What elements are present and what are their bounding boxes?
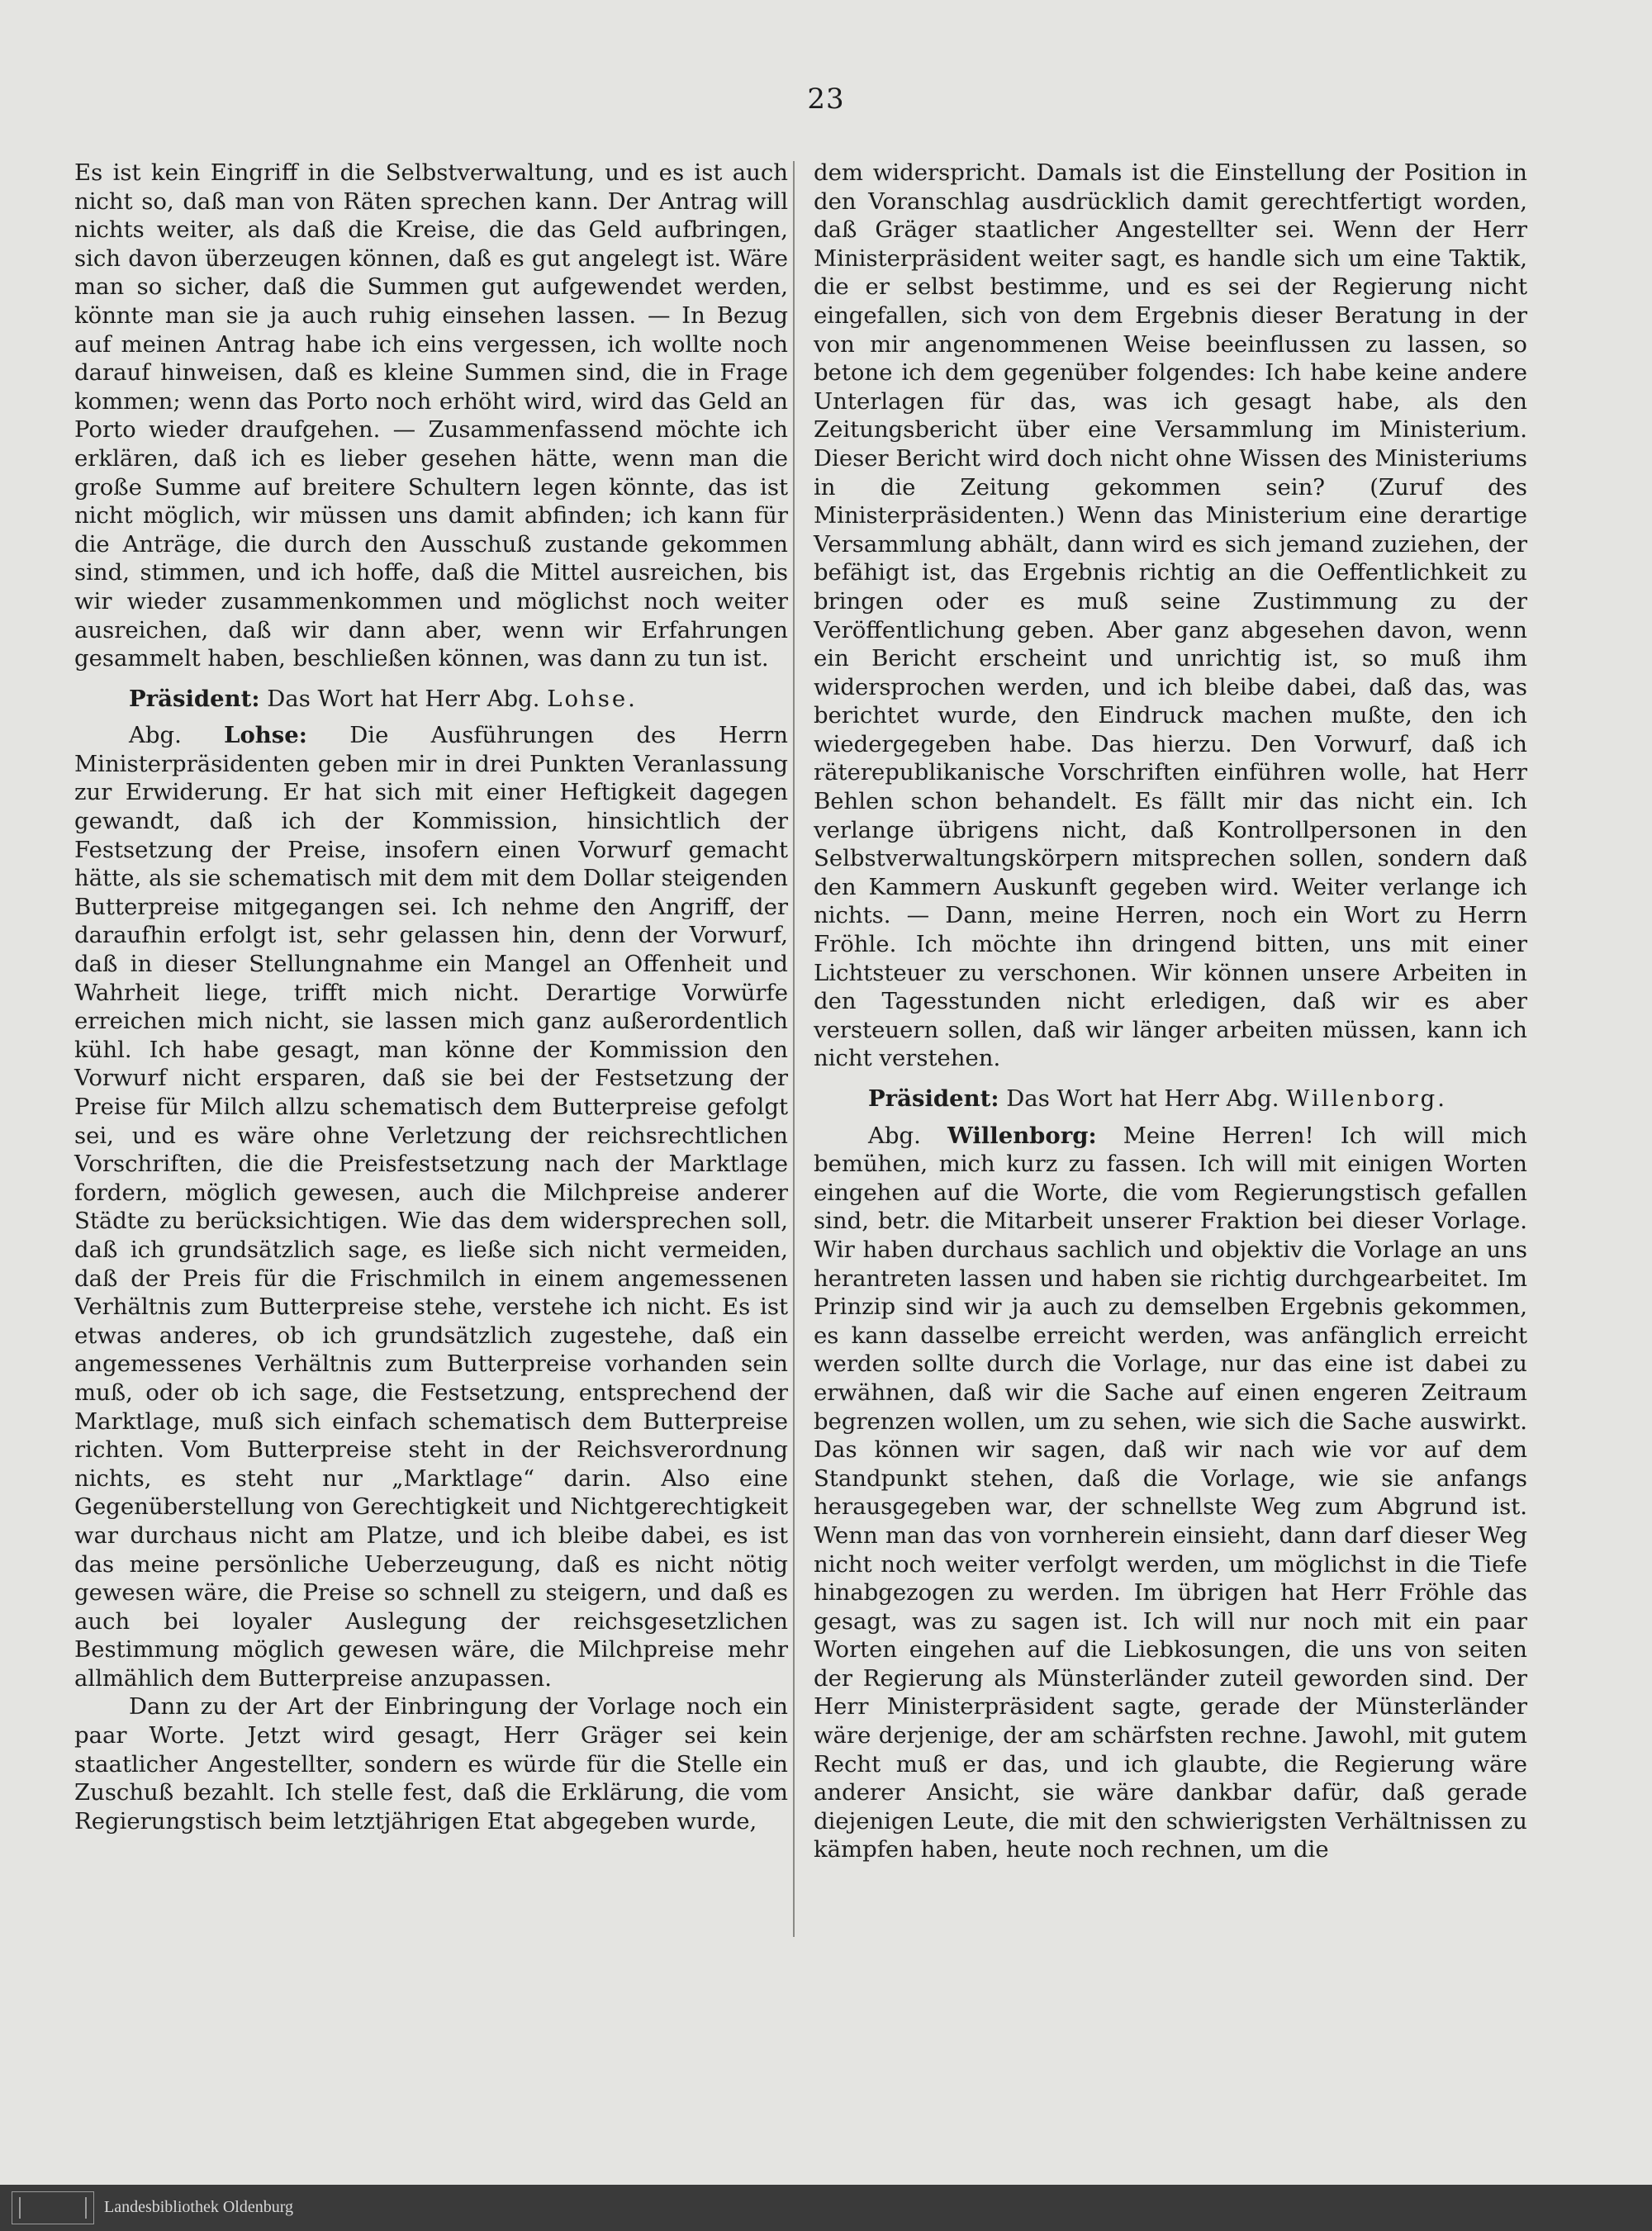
column-divider xyxy=(793,161,795,1937)
left-speaker-line xyxy=(74,685,788,714)
speaker-text: Das Wort hat Herr Abg. xyxy=(1006,1085,1279,1112)
speaker-name: Lohse. xyxy=(547,685,638,712)
right-paragraph-1: dem widerspricht. Damals ist die Einstellung der Position in den Voranschlag ausdrücklich damit gerechtfertigt worden, daß Gräger staatlicher Angestellter sei. Wenn der Herr Ministerpräsident weiter sagt, es handle sich um eine Taktik, die er selbst bestimme, und es sei der Regierung nicht eingefallen, sich von dem Ergebnis dieser Beratung in der von mir angenommenen Weise beeinflussen zu lassen, so betone ich dem gegenüber folgendes: Ich habe keine andere Unterlagen für das, was ich gesagt habe, als den Zeitungsbericht über eine Versammlung im Ministerium. Dieser Bericht wird doch nicht ohne Wissen des Ministeriums in die Zeitung gekommen sein? (Zuruf des Ministerpräsidenten.) Wenn das Ministerium eine derartige Versammlung abhält, dann wird es sich jemand zuziehen, der befähigt ist, das Ergebnis richtig an die Oeffentlichkeit zu bringen oder es muß seine Zustimmung zu der Veröffentlichung geben. Aber ganz abgesehen davon, wenn ein Bericht erscheint und unrichtig ist, so muß ihm widersprochen werden, und ich bleibe dabei, daß das, was berichtet wurde, den Eindruck machen mußte, den ich wiedergegeben habe. Das hierzu. Den Vorwurf, daß ich räterepublikanische Vorschriften einführen wolle, hat Herr Behlen schon behandelt. Es fällt mir das nicht ein. Ich verlange übrigens nicht, daß Kontrollpersonen in den Selbstverwaltungskörpern mitsprechen sollen, sondern daß den Kammern Auskunft gegeben wird. Weiter verlange ich nichts. — Dann, meine Herren, noch ein Wort zu Herrn Fröhle. Ich möchte ihn dringend bitten, uns mit einer Lichtsteuer zu verschonen. Wir können unsere Arbeiten in den Tagesstunden nicht erledigen, daß wir es aber versteuern sollen, daß wir länger arbeiten müssen, kann ich nicht verstehen. xyxy=(814,159,1527,1072)
library-name: Landesbibliothek Oldenburg xyxy=(104,2198,294,2216)
abg-prefix: Abg. xyxy=(129,722,182,749)
right-paragraph-2 xyxy=(814,1122,1527,1864)
abg-prefix: Abg. xyxy=(868,1122,921,1149)
right-speaker-line xyxy=(814,1085,1527,1113)
right-column xyxy=(814,159,1527,1864)
speaker-name: Willenborg. xyxy=(1286,1085,1448,1112)
member-speech: Die Ausführungen des Herrn Ministerpräsidenten geben mir in drei Punkten Veranlassung zur Erwiderung. Er hat sich mit einer Heftigkeit dagegen gewandt, daß ich der Kommission, hinsichtlich der Festsetzung der Preise, insofern einen Vorwurf gemacht hätte, als sie schematisch mit dem mit dem Dollar steigenden Butterpreise mitgegangen sei. Ich nehme den Angriff, der daraufhin erfolgt ist, sehr gelassen hin, denn der Vorwurf, daß in dieser Stellungnahme ein Mangel an Offenheit und Wahrheit liege, trifft mich nicht. Derartige Vorwürfe erreichen mich nicht, sie lassen mich ganz außerordentlich kühl. Ich habe gesagt, man könne der Kommission den Vorwurf nicht ersparen, daß sie bei der Festsetzung der Preise für Milch allzu schematisch dem Butterpreise gefolgt sei, und es wäre ohne Verletzung der reichsrechtlichen Vorschriften, die die Preisfestsetzung nach der Marktlage fordern, möglich gewesen, auch die Milchpreise anderer Städte zu berücksichtigen. Wie das dem widersprechen soll, daß ich grundsätzlich sage, es ließe sich nicht vermeiden, daß der Preis für die Frischmilch in einem angemessenen Verhältnis zum Butterpreise stehe, verstehe ich nicht. Es ist etwas anderes, ob ich grundsätzlich zugestehe, daß ein angemessenes Verhältnis zum Butterpreise vorhanden sein muß, oder ob ich sage, die Festsetzung, entsprechend der Marktlage, muß sich einfach schematisch dem Butterpreise richten. Vom Butterpreise steht in der Reichsverordnung nichts, es steht nur „Marktlage“ darin. Also eine Gegenüberstellung von Gerechtigkeit und Nichtgerechtigkeit war durchaus nicht am Platze, und ich bleibe dabei, es ist das meine persönliche Ueberzeugung, daß es nicht nötig gewesen wäre, die Preise so schnell zu steigern, und daß es auch bei loyaler Auslegung der reichsgesetzlichen Bestimmung möglich gewesen wäre, die Milchpreise mehr allmählich dem Butterpreise anzupassen. xyxy=(74,722,788,1692)
library-building-icon xyxy=(12,2191,94,2224)
member-label: Willenborg: xyxy=(947,1122,1097,1149)
left-column xyxy=(74,159,788,1835)
left-paragraph-3: Dann zu der Art der Einbringung der Vorlage noch ein paar Worte. Jetzt wird gesagt, Herr Gräger sei kein staatlicher Angestellter, sondern es würde für die Stelle ein Zuschuß bezahlt. Ich stelle fest, daß die Erklärung, die vom Regierungstisch beim letztjährigen Etat abgegeben wurde, xyxy=(74,1693,788,1835)
left-paragraph-1: Es ist kein Eingriff in die Selbstverwaltung, und es ist auch nicht so, daß man von Räten sprechen kann. Der Antrag will nichts weiter, als daß die Kreise, die das Geld aufbringen, sich davon überzeugen können, daß es gut angelegt ist. Wäre man so sicher, daß die Summen gut aufgewendet werden, könnte man sie ja auch ruhig einsehen lassen. — In Bezug auf meinen Antrag habe ich eins vergessen, ich wollte noch darauf hinweisen, daß es kleine Summen sind, die in Frage kommen; wenn das Porto noch erhöht wird, wird das Geld an Porto wieder draufgehen. — Zusammenfassend möchte ich erklären, daß ich es lieber gesehen hätte, wenn man die große Summe auf breitere Schultern legen könnte, das ist nicht möglich, wir müssen uns damit abfinden; ich kann für die Anträge, die durch den Ausschuß zustande gekommen sind, stimmen, und ich hoffe, daß die Mittel ausreichen, bis wir wieder zusammenkommen und möglichst noch weiter ausreichen, daß wir dann aber, wenn wir Erfahrungen gesammelt haben, beschließen können, was dann zu tun ist. xyxy=(74,159,788,672)
member-speech: Meine Herren! Ich will mich bemühen, mich kurz zu fassen. Ich will mit einigen Worten eingehen auf die Worte, die vom Regierungstisch gefallen sind, betr. die Mitarbeit unserer Fraktion bei dieser Vorlage. Wir haben durchaus sachlich und objektiv die Vorlage an uns herantreten lassen und haben sie richtig durchgearbeitet. Im Prinzip sind wir ja auch zu demselben Ergebnis gekommen, es kann dasselbe erreicht werden, was anfänglich erreicht werden sollte durch die Vorlage, nur das eine ist dabei zu erwähnen, daß wir die Sache auf einen engeren Zeitraum begrenzen wollen, um zu sehen, wie sich die Sache auswirkt. Das können wir sagen, daß wir nach wie vor auf dem Standpunkt stehen, daß die Vorlage, wie sie anfangs herausgegeben war, der schnellste Weg zum Abgrund ist. Wenn man das von vornherein einsieht, dann darf dieser Weg nicht noch weiter verfolgt werden, um möglichst in die Tiefe hinabgezogen zu werden. Im übrigen hat Herr Fröhle das gesagt, was zu sagen ist. Ich will nur noch mit ein paar Worten eingehen auf die Liebkosungen, die uns von seiten der Regierung als Münsterländer zuteil geworden sind. Der Herr Ministerpräsident sagte, gerade der Münsterländer wäre derjenige, der am schärfsten rechne. Jawohl, mit gutem Recht muß er das, und ich glaubte, die Regierung wäre anderer Ansicht, sie wäre dankbar dafür, daß gerade diejenigen Leute, die mit den schwierigsten Verhältnissen zu kämpfen haben, heute noch rechnen, um die xyxy=(814,1122,1527,1863)
speaker-text: Das Wort hat Herr Abg. xyxy=(267,685,540,712)
member-label: Lohse: xyxy=(224,722,307,749)
speaker-label: Präsident: xyxy=(868,1085,999,1112)
left-paragraph-2 xyxy=(74,721,788,1692)
speaker-label: Präsident: xyxy=(129,685,260,712)
library-footer xyxy=(0,2185,1652,2231)
page-number: 23 xyxy=(807,83,845,116)
